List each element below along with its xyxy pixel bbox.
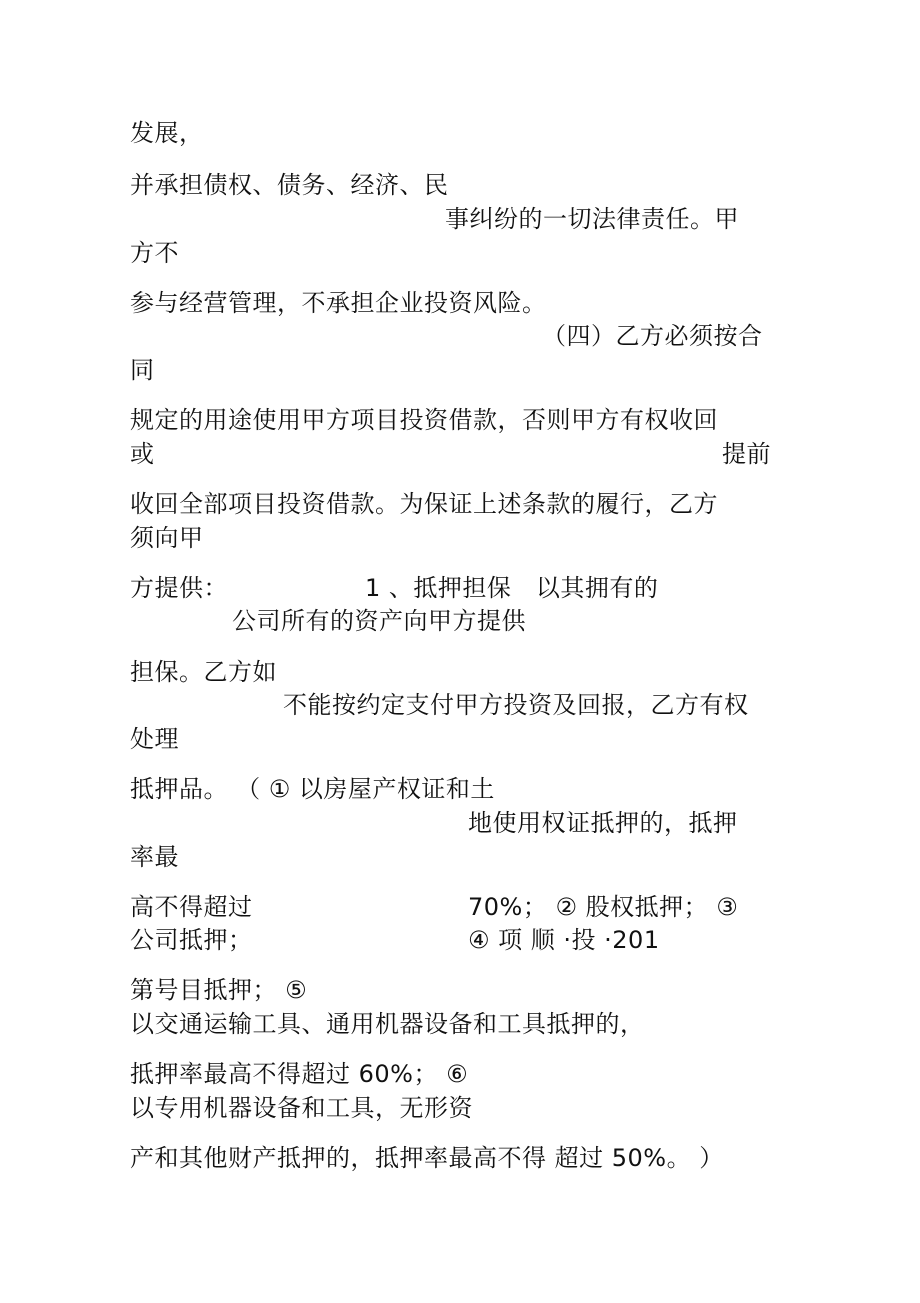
text-line-17: 不能按约定支付甲方投资及回报，乙方有权: [283, 691, 749, 719]
text-line-28: 抵押率最高不得超过 60%； ⑥: [130, 1060, 469, 1088]
text-line-22: 高不得超过: [130, 893, 253, 921]
text-line-29: 以专用机器设备和工具，无形资: [130, 1094, 473, 1122]
text-line-8: 规定的用途使用甲方项目投资借款，否则甲方有权收回: [130, 406, 718, 434]
text-line-15: 公司所有的资产向甲方提供: [232, 607, 526, 635]
text-line-10: 提前: [722, 440, 771, 468]
text-line-14: 1 、抵押担保 以其拥有的: [365, 574, 659, 602]
text-line-30: 产和其他财产抵押的，抵押率最高不得 超过 50%。 ）: [130, 1144, 724, 1172]
text-line-4: 方不: [130, 239, 179, 267]
text-line-27: 以交通运输工具、通用机器设备和工具抵押的，: [130, 1010, 645, 1038]
text-line-25: ④ 项 顺 ·投 ·201: [468, 926, 660, 954]
text-line-2: 并承担债权、债务、经济、民: [130, 171, 449, 199]
text-line-1: 发展，: [130, 119, 204, 147]
text-line-13: 方提供：: [130, 574, 228, 602]
text-line-7: 同: [130, 356, 155, 384]
text-line-18: 处理: [130, 725, 179, 753]
text-line-26: 第号目抵押； ⑤: [130, 976, 308, 1004]
text-line-20: 地使用权证抵押的，抵押: [468, 809, 738, 837]
text-line-11: 收回全部项目投资借款。为保证上述条款的履行，乙方: [130, 490, 718, 518]
text-line-23: 70%； ② 股权抵押； ③: [468, 893, 739, 921]
text-line-24: 公司抵押；: [130, 926, 253, 954]
text-line-12: 须向甲: [130, 524, 204, 552]
text-line-3: 事纠纷的一切法律责任。甲: [445, 205, 739, 233]
text-line-21: 率最: [130, 843, 179, 871]
text-line-19: 抵押品。 （ ① 以房屋产权证和土: [130, 775, 495, 803]
text-line-9: 或: [130, 440, 155, 468]
text-line-5: 参与经营管理，不承担企业投资风险。: [130, 289, 547, 317]
text-line-6: （四）乙方必须按合: [542, 322, 763, 350]
text-line-16: 担保。乙方如: [130, 658, 277, 686]
